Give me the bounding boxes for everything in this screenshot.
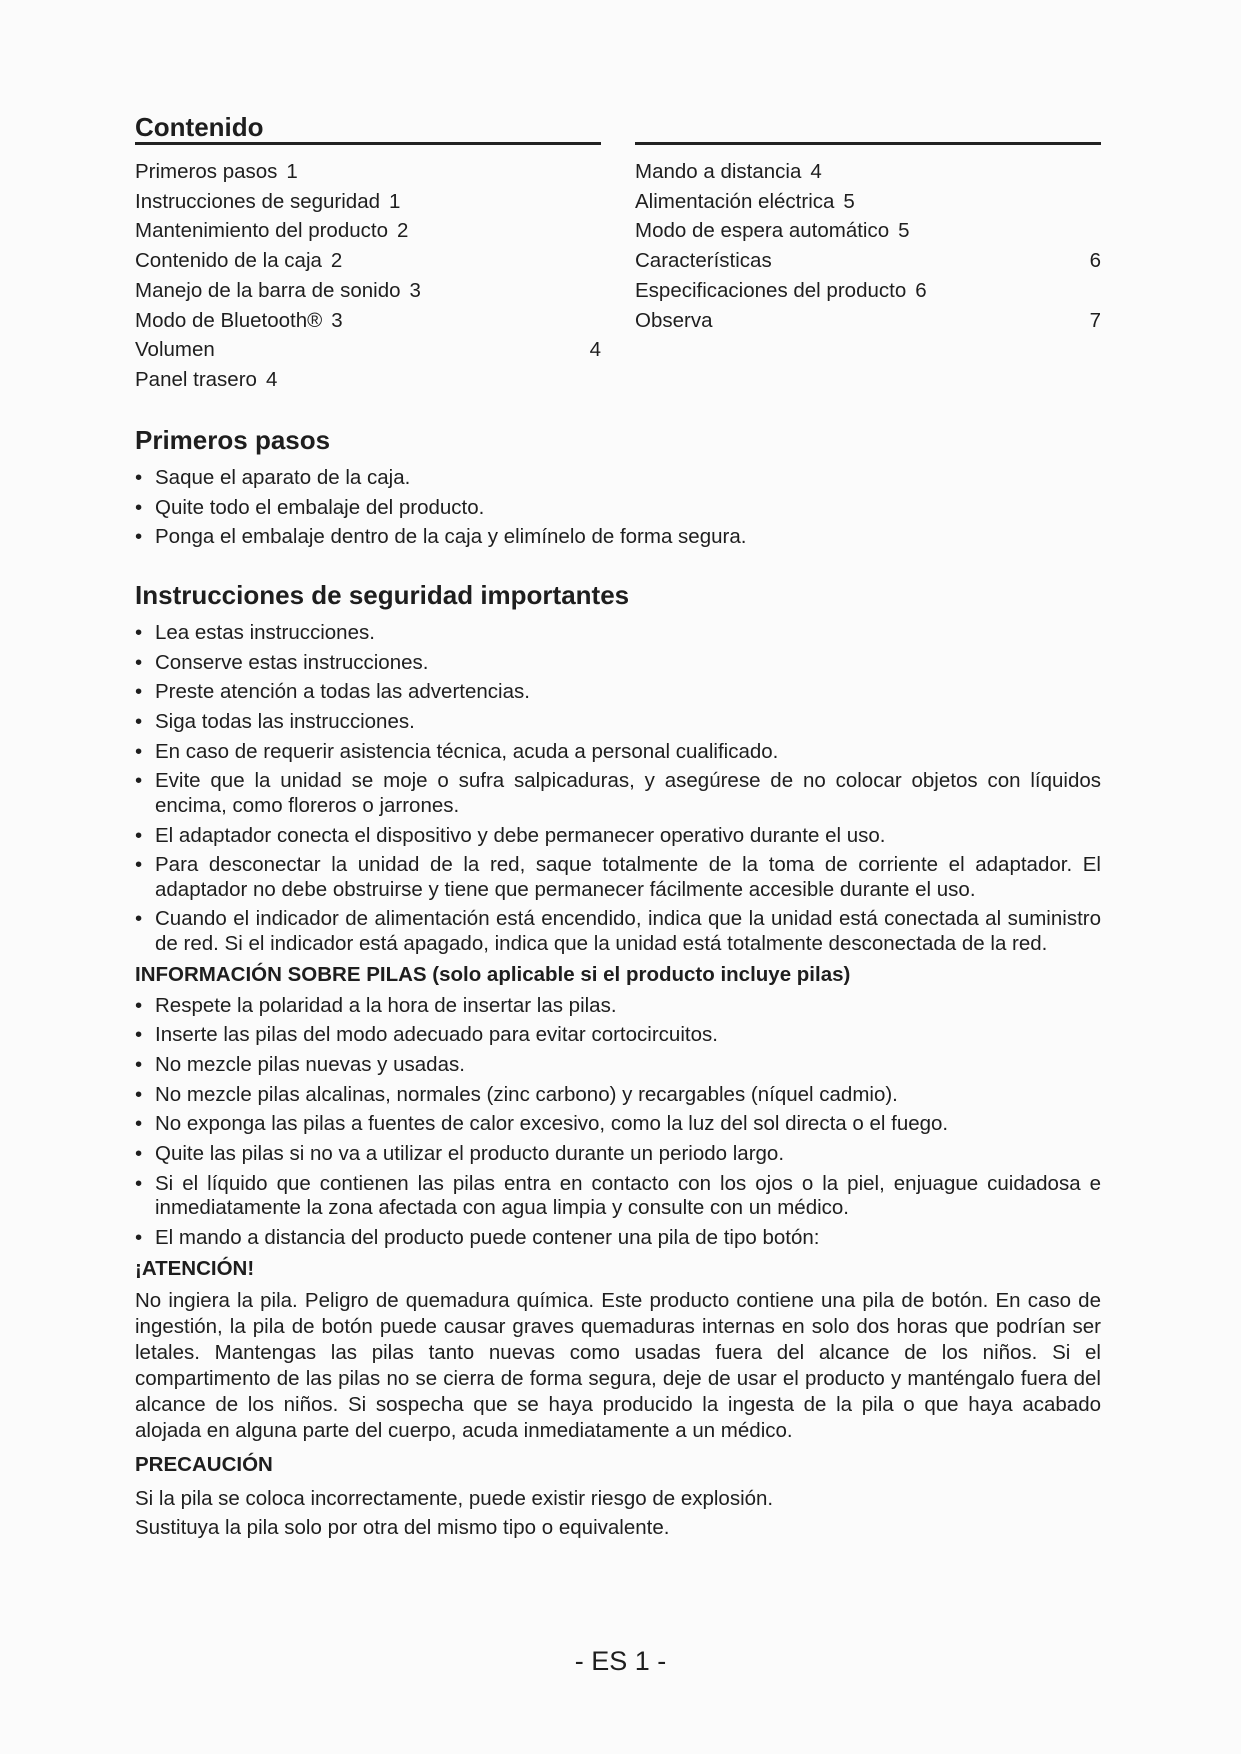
toc-item-label: Panel trasero bbox=[135, 367, 257, 391]
toc-item-page: 1 bbox=[389, 189, 401, 213]
list-item: • El mando a distancia del producto puede contener una pila de tipo botón: bbox=[135, 1226, 1101, 1251]
toc-item-inline bbox=[135, 216, 408, 246]
toc-item-page: 7 bbox=[1089, 308, 1101, 332]
toc-item-inline bbox=[135, 365, 277, 395]
list-item: • Respete la polaridad a la hora de insertar las pilas. bbox=[135, 994, 1101, 1019]
toc-item-label: Modo de espera automático bbox=[635, 219, 890, 243]
toc-item-inline bbox=[635, 216, 910, 246]
atencion-text: No ingiera la pila. Peligro de quemadura química. Este producto contiene una pila de botón. En caso de ingestión, la pila de botón puede causar graves quemaduras internas en solo dos horas que podrían ser letales. Mantengas las pilas tanto nuevas como usadas fuera del alcance de los niños. Si el compartimento de las pilas no se cierra de forma segura, deje de usar el producto y manténgalo fuera del alcance de los niños. Si sospecha que se haya producido la ingesta de la pila o que haya acabado alojada en alguna parte del cuerpo, acuda inmediatamente a un médico. bbox=[135, 1288, 1101, 1442]
list-item: • No exponga las pilas a fuentes de calor excesivo, como la luz del sol directa o el fuego. bbox=[135, 1112, 1101, 1137]
toc-item-page: 4 bbox=[589, 338, 601, 362]
toc-item-inline bbox=[635, 157, 822, 187]
toc-column-right bbox=[635, 157, 1101, 395]
list-item: • Quite todo el embalaje del producto. bbox=[135, 496, 1101, 521]
toc-item-page: 1 bbox=[286, 160, 298, 183]
toc-item bbox=[135, 335, 601, 365]
toc-column-left bbox=[135, 157, 601, 395]
list-item: • No mezcle pilas nuevas y usadas. bbox=[135, 1053, 1101, 1078]
toc-item-page: 5 bbox=[843, 189, 855, 213]
list-item: • Para desconectar la unidad de la red, saque totalmente de la toma de corriente el adaptador. El adaptador no debe obstruirse y tiene que permanecer fácilmente accesible durante el uso. bbox=[135, 853, 1101, 902]
toc-item-inline bbox=[635, 187, 855, 217]
toc-item-label: Primeros pasos bbox=[135, 160, 278, 183]
toc-item-inline bbox=[135, 306, 343, 336]
toc-item bbox=[135, 276, 601, 306]
toc-item-page: 4 bbox=[265, 367, 278, 391]
pilas-list bbox=[135, 994, 1101, 1251]
toc-item-label: Volumen bbox=[135, 338, 215, 362]
list-item: • Evite que la unidad se moje o sufra salpicaduras, y asegúrese de no colocar objetos con líquidos encima, como floreros o jarrones. bbox=[135, 769, 1101, 818]
list-item: • Lea estas instrucciones. bbox=[135, 621, 1101, 646]
list-item: • El adaptador conecta el dispositivo y debe permanecer operativo durante el uso. bbox=[135, 824, 1101, 849]
list-item: • Preste atención a todas las advertencias. bbox=[135, 680, 1101, 705]
pilas-heading: INFORMACIÓN SOBRE PILAS (solo aplicable si el producto incluye pilas) bbox=[135, 962, 851, 986]
list-item: • Ponga el embalaje dentro de la caja y elimínelo de forma segura. bbox=[135, 525, 1101, 550]
toc-item bbox=[635, 216, 1101, 246]
toc-item-label: Especificaciones del producto bbox=[635, 278, 907, 302]
toc-item-page: 3 bbox=[331, 308, 343, 332]
toc-item-inline bbox=[135, 276, 421, 306]
toc-item bbox=[135, 365, 601, 395]
toc-item-label: Alimentación eléctrica bbox=[635, 189, 835, 213]
toc-item-page: 4 bbox=[810, 160, 822, 183]
toc-header-left bbox=[135, 112, 601, 145]
toc-item-label: Características bbox=[635, 249, 772, 273]
toc-item-page: 2 bbox=[330, 249, 343, 273]
toc-item-page: 6 bbox=[1089, 249, 1101, 273]
toc-item bbox=[635, 157, 1101, 187]
seguridad-list bbox=[135, 621, 1101, 957]
toc-item-inline bbox=[135, 246, 342, 276]
list-item: • Inserte las pilas del modo adecuado para evitar cortocircuitos. bbox=[135, 1023, 1101, 1048]
toc-item-label: Mando a distancia bbox=[635, 160, 802, 183]
list-item: • Siga todas las instrucciones. bbox=[135, 710, 1101, 735]
toc-item bbox=[635, 187, 1101, 217]
list-item: • Quite las pilas si no va a utilizar el producto durante un periodo largo. bbox=[135, 1142, 1101, 1167]
toc-item-page: 6 bbox=[915, 278, 927, 302]
toc-item-label: Instrucciones de seguridad bbox=[135, 189, 381, 213]
table-of-contents bbox=[135, 157, 1101, 395]
list-item: • Si el líquido que contienen las pilas entra en contacto con los ojos o la piel, enjuague cuidadosa e inmediatamente la zona afectada con agua limpia y consulte con un médico. bbox=[135, 1172, 1101, 1221]
toc-item-label: Manejo de la barra de sonido bbox=[135, 278, 401, 302]
toc-item-label: Contenido de la caja bbox=[135, 249, 322, 273]
toc-title: Contenido bbox=[135, 112, 264, 142]
toc-item-inline bbox=[135, 157, 298, 187]
list-item: • Conserve estas instrucciones. bbox=[135, 651, 1101, 676]
toc-item bbox=[635, 246, 1101, 276]
list-item: • Cuando el indicador de alimentación está encendido, indica que la unidad está conectada al suministro de red. Si el indicador está apagado, indica que la unidad está totalmente desconectada de la red. bbox=[135, 907, 1101, 956]
toc-header-right bbox=[635, 112, 1101, 145]
toc-item-page: 5 bbox=[898, 219, 910, 243]
toc-item-page: 2 bbox=[397, 219, 409, 243]
section-title-primeros-pasos: Primeros pasos bbox=[135, 424, 331, 455]
document-page bbox=[135, 112, 1101, 1543]
precaucion-line: Si la pila se coloca incorrectamente, puede existir riesgo de explosión. bbox=[135, 1486, 774, 1510]
toc-item bbox=[635, 276, 1101, 306]
precaucion-heading: PRECAUCIÓN bbox=[135, 1452, 273, 1476]
list-item: • En caso de requerir asistencia técnica, acuda a personal cualificado. bbox=[135, 740, 1101, 765]
list-item: • Saque el aparato de la caja. bbox=[135, 466, 1101, 491]
section-title-seguridad: Instrucciones de seguridad importantes bbox=[135, 579, 630, 610]
toc-item bbox=[135, 157, 601, 187]
toc-item bbox=[135, 216, 601, 246]
precaucion-line: Sustituya la pila solo por otra del mismo tipo o equivalente. bbox=[135, 1516, 670, 1540]
toc-header bbox=[135, 112, 1101, 145]
toc-item-label: Modo de Bluetooth® bbox=[135, 308, 323, 332]
toc-item-page: 3 bbox=[409, 278, 421, 302]
toc-item-label: Mantenimiento del producto bbox=[135, 219, 388, 243]
list-item: • No mezcle pilas alcalinas, normales (zinc carbono) y recargables (níquel cadmio). bbox=[135, 1083, 1101, 1108]
page-number: - ES 1 - bbox=[574, 1646, 667, 1676]
toc-item bbox=[135, 306, 601, 336]
toc-item-inline bbox=[135, 187, 400, 217]
toc-item-label: Observa bbox=[635, 308, 713, 332]
primeros-pasos-list bbox=[135, 466, 1101, 550]
atencion-heading: ¡ATENCIÓN! bbox=[135, 1256, 255, 1280]
toc-item bbox=[635, 306, 1101, 336]
toc-item bbox=[135, 246, 601, 276]
toc-item bbox=[135, 187, 601, 217]
toc-item-inline bbox=[635, 276, 927, 306]
